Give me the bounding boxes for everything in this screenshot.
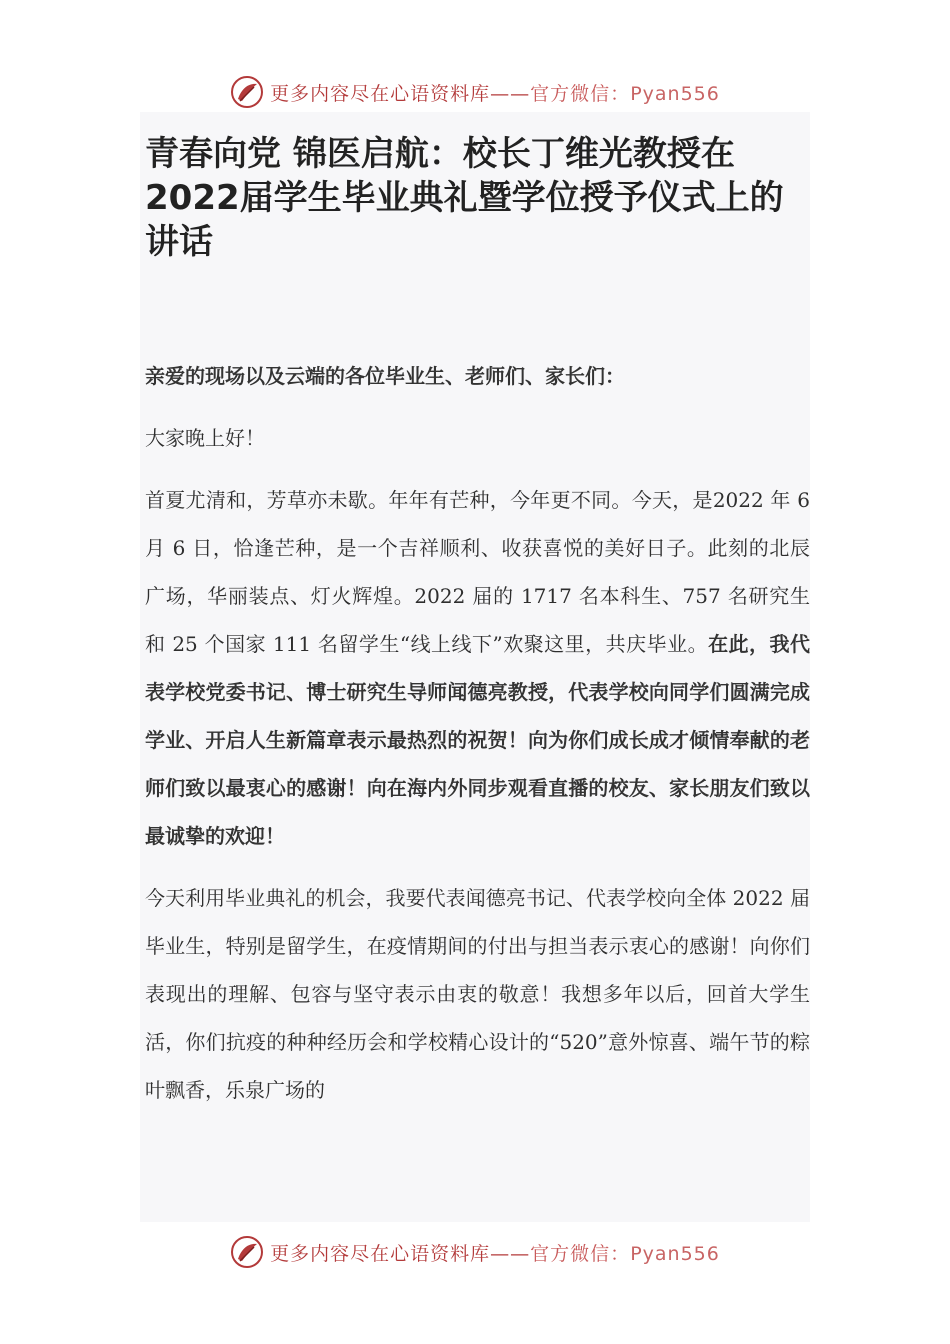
paragraph-2: 今天利用毕业典礼的机会，我要代表闻德亮书记、代表学校向全体 2022 届毕业生，特别是留学生，在疫情期间的付出与担当表示衷心的感谢！向你们表现出的理解、包容与坚守表示由衷的敬意！我想多年以后，回首大学生活，你们抗疫的种种经历会和学校精心设计的“520”意外惊喜、端午节的粽叶飘香，乐泉广场的 [145, 886, 810, 1102]
logo-icon [230, 1235, 264, 1269]
footer-banner [0, 1232, 950, 1272]
header-banner [0, 72, 950, 112]
document-title: 青春向党 锦医启航：校长丁维光教授在2022届学生毕业典礼暨学位授予仪式上的讲话 [145, 134, 784, 262]
paragraph-1: 首夏尤清和，芳草亦未歇。年年有芒种，今年更不同。今天，是2022 年 6 月 6 日，恰逢芒种，是一个吉祥顺利、收获喜悦的美好日子。此刻的北辰广场，华丽装点、灯火辉煌。2022 届的 1717 名本科生、757 名研究生和 25 个国家 111 名留学生“线上线下”欢聚这里，共庆毕业。在此，我代表学校党委书记、博士研究生导师闻德亮教授，代表学校向同学们圆满完成学业、开启人生新篇章表示最热烈的祝贺！向为你们成长成才倾情奉献的老师们致以最衷心的感谢！向在海内外同步观看直播的校友、家长朋友们致以最诚挚的欢迎！ [145, 488, 810, 848]
greeting: 亲爱的现场以及云端的各位毕业生、老师们、家长们： [145, 364, 625, 388]
document-body [145, 352, 810, 1128]
banner-text: 更多内容尽在心语资料库——官方微信：Pyan556 [270, 82, 720, 105]
banner-text: 更多内容尽在心语资料库——官方微信：Pyan556 [270, 1242, 720, 1265]
logo-icon [230, 75, 264, 109]
salutation: 大家晚上好！ [145, 426, 265, 450]
